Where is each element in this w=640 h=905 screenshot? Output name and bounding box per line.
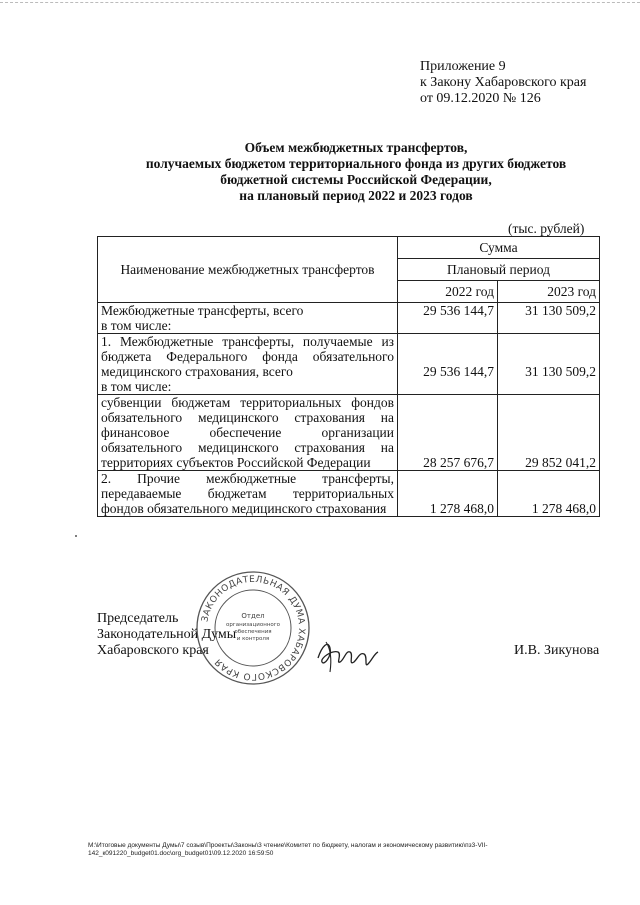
header-2022: 2022 год xyxy=(398,281,498,303)
row-name: 1. Межбюджетные трансферты, получаемые из бюджета Федерального фонда обязательного медицинского страхования, всего xyxy=(98,334,398,380)
row-value-2023 xyxy=(498,379,600,395)
stamp-center-text: Отдел xyxy=(241,612,265,620)
table-row xyxy=(98,471,600,517)
appendix-date: от 09.12.2020 № 126 xyxy=(420,91,541,106)
row-value-2023: 31 130 509,2 xyxy=(498,334,600,380)
row-value-2023: 1 278 468,0 xyxy=(498,471,600,517)
footer-line: M:\Итоговые документы Думы\7 созыв\Проекты\Законы\3 чтение\Комитет по бюджету, налогам и экономическому развитию\пз3-VII- xyxy=(88,842,488,849)
row-value-2022: 29 536 144,7 xyxy=(398,334,498,380)
official-stamp xyxy=(193,568,313,688)
page-top-edge xyxy=(0,2,640,3)
stamp-center-text: организационного xyxy=(225,622,281,628)
scan-speck xyxy=(75,535,77,537)
appendix-header xyxy=(420,59,586,107)
transfers-table xyxy=(97,236,600,517)
signatory-title-line: Законодательной Думы xyxy=(97,627,237,642)
stamp-center-text: и контроля xyxy=(236,636,270,642)
signatory-title-line: Хабаровского края xyxy=(97,643,209,658)
svg-text:ЗАКОНОДАТЕЛЬНАЯ ДУМА ХАБАРОВСК xyxy=(200,575,306,681)
document-title xyxy=(96,140,616,204)
footer-line: 142_к091220_budget01.doc\org_budget01\09.12.2020 16:59:50 xyxy=(88,850,274,857)
header-period: Плановый период xyxy=(398,259,600,281)
row-value-2022: 28 257 676,7 xyxy=(398,395,498,471)
units-label: (тыс. рублей) xyxy=(508,221,585,236)
appendix-law: к Закону Хабаровского края xyxy=(420,75,587,90)
appendix-number: Приложение 9 xyxy=(420,59,506,74)
header-name: Наименование межбюджетных трансфертов xyxy=(98,237,398,303)
row-value-2023: 29 852 041,2 xyxy=(498,395,600,471)
header-sum: Сумма xyxy=(398,237,600,259)
table-row xyxy=(98,303,600,319)
row-value-2023: 31 130 509,2 xyxy=(498,303,600,334)
row-value-2022: 1 278 468,0 xyxy=(398,471,498,517)
table-row xyxy=(98,379,600,395)
handwritten-signature xyxy=(312,628,382,678)
row-name: в том числе: xyxy=(98,379,398,395)
row-name: субвенции бюджетам территориальных фондов обязательного медицинского страхования на финансовое обеспечение организации обязательного медицинского страхования на территориях субъектов Российской Федерации xyxy=(98,395,398,471)
row-name: в том числе: xyxy=(98,318,398,334)
title-line: Объем межбюджетных трансфертов, xyxy=(244,140,468,155)
title-line: на плановый период 2022 и 2023 годов xyxy=(239,188,473,203)
header-2023: 2023 год xyxy=(498,281,600,303)
title-line: получаемых бюджетом территориального фонда из других бюджетов xyxy=(145,156,567,171)
row-name: 2. Прочие межбюджетные трансферты, передаваемые бюджетам территориальных фондов обязательного медицинского страхования xyxy=(98,471,398,517)
title-line: бюджетной системы Российской Федерации, xyxy=(220,172,492,187)
signatory-title-line: Председатель xyxy=(97,611,179,626)
table-row xyxy=(98,334,600,380)
row-value-2022: 29 536 144,7 xyxy=(398,303,498,334)
row-value-2022 xyxy=(398,379,498,395)
stamp-ring-text: ЗАКОНОДАТЕЛЬНАЯ ДУМА ХАБАРОВСКОГО КРАЯ xyxy=(200,574,307,682)
signatory-name: И.В. Зикунова xyxy=(514,643,600,658)
table-row xyxy=(98,395,600,471)
stamp-center-text: обеспечения xyxy=(234,629,272,635)
row-name: Межбюджетные трансферты, всего xyxy=(98,303,398,319)
file-path-footer xyxy=(88,842,608,858)
